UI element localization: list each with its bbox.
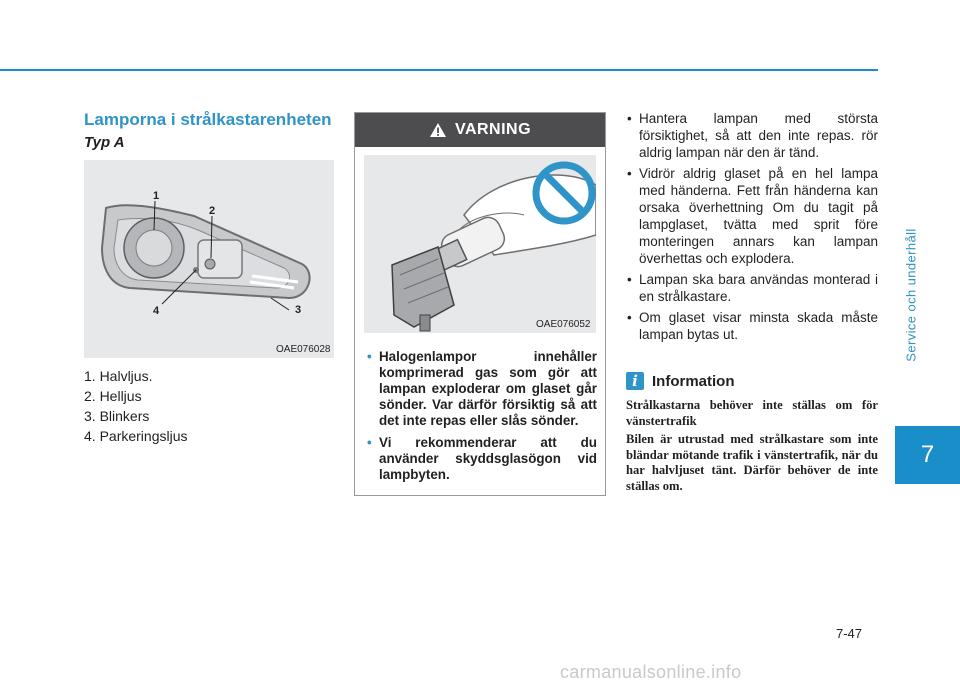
section-title: Lamporna i strålkastarenheten [84,110,332,129]
watermark: carmanualsonline.info [560,662,742,682]
side-label-text: Service och underhåll [903,228,919,362]
legend-item: 3. Blinkers [84,408,150,424]
callout-3: 3 [295,304,302,316]
warning-item: • Halogenlampor innehåller komprimerad gas som gör att lampan exploderar om glaset går sönder. Var därför försiktig så att det inte repas eller slås sönder. [365,349,597,429]
warning-triangle-icon [429,122,447,138]
side-section-label [898,170,924,420]
headlamp-figure [84,160,334,358]
info-heading: Strålkastarna behöver inte ställas om för vänstertrafik [626,398,878,428]
info-title: Information [652,372,735,390]
instruction-item: • Lampan ska bara användas monterad i en strålkastare. [626,271,878,305]
page-number: 7-47 [836,626,863,641]
instruction-item: • Hantera lampan med största försiktighet, så att den inte repas. rör aldrig lampan när den är tänd. [626,110,878,161]
instruction-item: • Om glaset visar minsta skada måste lampan bytas ut. [626,309,878,343]
callout-4: 4 [153,305,160,317]
figure-code: OAE076028 [276,344,331,355]
instructions-list [626,110,878,343]
legend-list [84,366,188,446]
chapter-tab: 7 [895,426,960,484]
callout-2: 2 [209,205,216,217]
legend-item: 1. Halvljus. [84,368,153,384]
warning-figure-code: OAE076052 [536,319,591,330]
warning-box [354,112,606,496]
instructions-column [626,110,878,347]
bulb-illustration [364,155,596,333]
section-subtitle: Typ A [84,134,125,151]
bulb-figure [364,155,596,333]
legend-item: 4. Parkeringsljus [84,428,188,444]
info-header [626,372,735,390]
warning-list [365,349,597,489]
warning-title: VARNING [454,121,532,138]
legend-item: 2. Helljus [84,388,142,404]
info-icon: i [626,372,644,390]
warning-header [355,113,605,147]
headlamp-illustration [84,160,334,358]
callout-1: 1 [153,190,160,202]
info-body: Bilen är utrustad med strålkastare som inte bländar mötande trafik i vänstertrafik, när du har halvljuset tänt. Därför behöver de inte ställas om. [626,432,878,493]
instruction-item: • Vidrör aldrig glaset på en hel lampa med händerna. Fett från händerna kan orsaka överhettning Om du tagit på lampglaset, tvätta med sprit före monteringen annars kan lampan överhettas och explodera. [626,165,878,267]
warning-item: • Vi rekommenderar att du använder skyddsglasögon vid lampbyten. [365,435,597,483]
header-rule [0,69,878,71]
